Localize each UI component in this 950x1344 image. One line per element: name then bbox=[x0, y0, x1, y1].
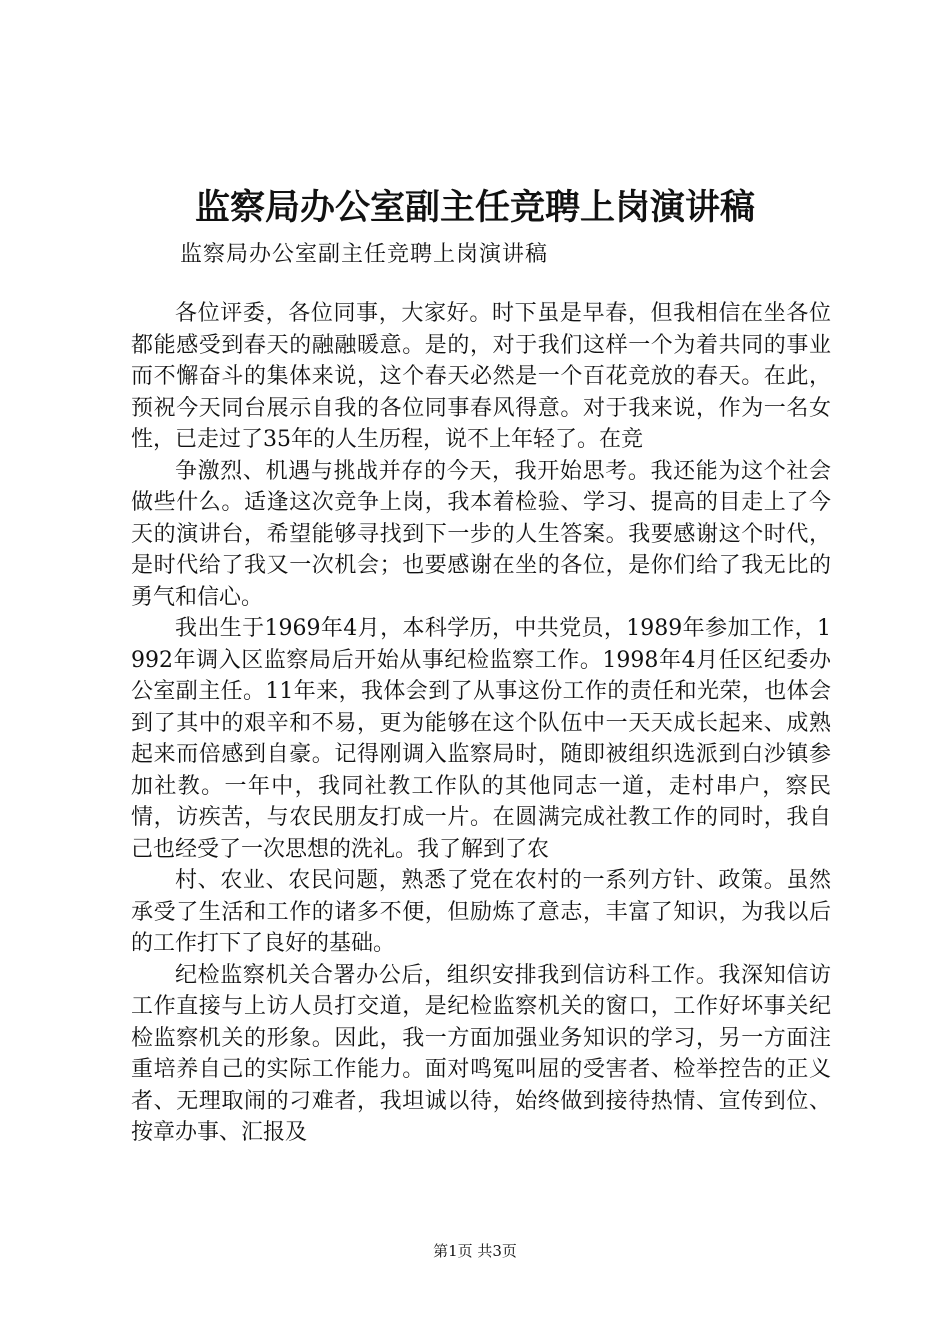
document-body bbox=[131, 298, 831, 1149]
paragraph: 争激烈、机遇与挑战并存的今天，我开始思考。我还能为这个社会做些什么。适逢这次竞争上岗，我本着检验、学习、提高的目走上了今天的演讲台，希望能够寻找到下一步的人生答案。我要感谢这个时代，是时代给了我又一次机会；也要感谢在坐的各位，是你们给了我无比的勇气和信心。 bbox=[131, 458, 831, 610]
paragraph: 纪检监察机关合署办公后，组织安排我到信访科工作。我深知信访工作直接与上访人员打交道，是纪检监察机关的窗口，工作好坏事关纪检监察机关的形象。因此，我一方面加强业务知识的学习，另一方面注重培养自己的实际工作能力。面对鸣冤叫屈的受害者、检举控告的正义者、无理取闹的刁难者，我坦诚以待，始终做到接待热情、宣传到位、按章办事、汇报及 bbox=[131, 962, 831, 1145]
page-number-footer: 第1页 共3页 bbox=[433, 1242, 517, 1260]
document-title: 监察局办公室副主任竞聘上岗演讲稿 bbox=[194, 187, 755, 228]
document-subtitle: 监察局办公室副主任竞聘上岗演讲稿 bbox=[180, 242, 549, 267]
paragraph: 我出生于1969年4月，本科学历，中共党员，1989年参加工作，1992年调入区监察局后开始从事纪检监察工作。1998年4月任区纪委办公室副主任。11年来，我体会到了从事这份工作的责任和光荣，也体会到了其中的艰辛和不易，更为能够在这个队伍中一天天成长起来、成熟起来而倍感到自豪。记得刚调入监察局时，随即被组织选派到白沙镇参加社教。一年中，我同社教工作队的其他同志一道，走村串户，察民情，访疾苦，与农民朋友打成一片。在圆满完成社教工作的同时，我自己也经受了一次思想的洗礼。我了解到了农 bbox=[131, 616, 831, 862]
paragraph: 村、农业、农民问题，熟悉了党在农村的一系列方针、政策。虽然承受了生活和工作的诸多不便，但励炼了意志，丰富了知识，为我以后的工作打下了良好的基础。 bbox=[131, 868, 831, 956]
paragraph: 各位评委，各位同事，大家好。时下虽是早春，但我相信在坐各位都能感受到春天的融融暖意。是的，对于我们这样一个为着共同的事业而不懈奋斗的集体来说，这个春天必然是一个百花竞放的春天。在此，预祝今天同台展示自我的各位同事春风得意。对于我来说，作为一名女性，已走过了35年的人生历程，说不上年轻了。在竞 bbox=[131, 301, 831, 452]
